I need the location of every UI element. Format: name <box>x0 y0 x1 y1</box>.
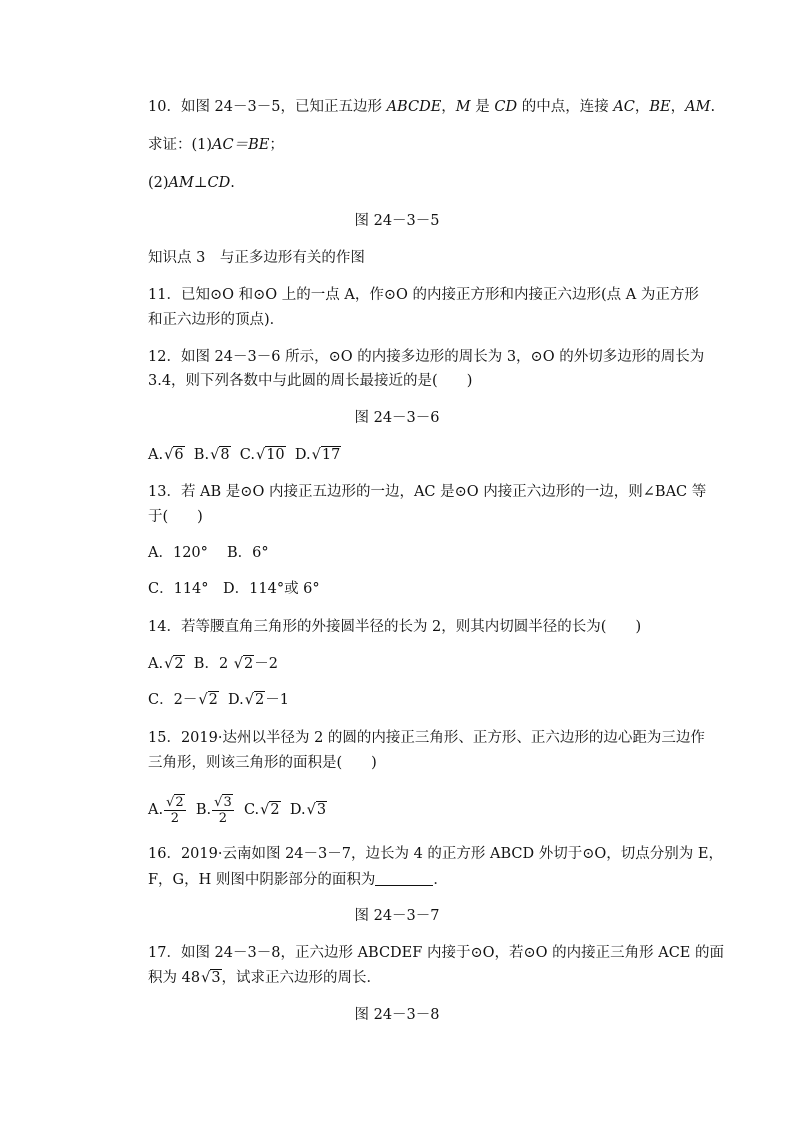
q14-line1: 14．若等腰直角三角形的外接圆半径的长为 2，则其内切圆半径的长为( ) <box>148 619 642 635</box>
q15-line2: 三角形，则该三角形的面积是( ) <box>148 755 377 771</box>
q10-segment: AC <box>613 99 635 115</box>
q17-line1: 17．如图 24－3－8，正六边形 ABCDEF 内接于⊙O，若⊙O 的内接正三角形 ACE 的面 <box>148 945 724 961</box>
sqrt-expr <box>198 691 218 709</box>
q10-text: 10．如图 24－3－5，已知正五边形 <box>148 99 387 115</box>
figure-caption: 图 24－3－5 <box>354 213 440 229</box>
fraction-denominator: 2 <box>170 810 180 826</box>
radicand: 8 <box>220 447 230 463</box>
q15-options <box>148 793 327 827</box>
radicand: 6 <box>174 447 184 463</box>
q10-line1 <box>148 98 715 116</box>
sqrt-expr <box>312 446 342 464</box>
radical-sign: √ <box>311 447 321 463</box>
radical-sign: √ <box>210 447 220 463</box>
q10-proof-label: 求证：(1) <box>148 137 213 153</box>
radicand: 3 <box>211 970 221 986</box>
radicand: 2 <box>244 656 254 672</box>
q10-text: 的中点，连接 <box>517 99 614 115</box>
fraction-numerator <box>212 795 234 811</box>
q10-text: ， <box>634 99 650 115</box>
sqrt-expr <box>166 795 185 810</box>
radicand: 3 <box>223 794 232 810</box>
option-label: B. <box>195 802 212 818</box>
section-heading: 知识点 3 与正多边形有关的作图 <box>148 250 365 266</box>
radical-sign: √ <box>260 802 270 818</box>
sqrt-expr <box>245 691 265 709</box>
q10-text: ， <box>441 99 456 115</box>
radical-sign: √ <box>306 802 316 818</box>
sqrt-expr <box>260 793 280 827</box>
q10-part2-line <box>148 174 235 192</box>
figure-caption: 图 24－3－7 <box>354 908 440 924</box>
q13-options-row2: C．114° D．114°或 6° <box>148 581 320 597</box>
radical-sign: √ <box>198 692 208 708</box>
q10-text: ； <box>269 137 284 153</box>
option-label: A. <box>148 447 164 463</box>
q10-text: . <box>710 99 716 115</box>
q17-line2 <box>148 969 381 987</box>
q10-part-label: (2) <box>148 175 169 191</box>
q12-line2: 3.4，则下列各数中与此圆的周长最接近的是( ) <box>148 373 473 389</box>
sqrt-expr <box>256 446 286 464</box>
q10-part2-statement: AM⊥CD <box>168 175 231 191</box>
q14-options-row2 <box>148 691 289 709</box>
sqrt-expr <box>164 655 184 673</box>
q16-line1: 16．2019·云南如图 24－3－7，边长为 4 的正方形 ABCD 外切于⊙O，切点分别为 E， <box>148 846 723 862</box>
sqrt-expr <box>234 655 254 673</box>
q10-text: ， <box>670 99 686 115</box>
q16-text: ． <box>433 872 448 888</box>
radical-sign: √ <box>233 656 244 672</box>
radical-sign: √ <box>255 447 266 463</box>
sqrt-expr <box>201 969 221 987</box>
answer-blank[interactable] <box>375 871 433 886</box>
option-label: A. <box>148 802 164 818</box>
radicand: 2 <box>174 656 184 672</box>
q17-text: ，试求正六边形的周长． <box>221 970 382 986</box>
q10-segment: AM <box>685 99 711 115</box>
radical-sign: √ <box>201 970 211 986</box>
radicand: 10 <box>266 447 285 463</box>
option-label: C．2－ <box>148 692 198 708</box>
q12-line1: 12．如图 24－3－6 所示，⊙O 的内接多边形的周长为 3，⊙O 的外切多边形的周长为 <box>148 349 705 365</box>
q15-line1: 15．2019·达州以半径为 2 的圆的内接正三角形、正方形、正六边形的边心距为三边作 <box>148 730 705 746</box>
q13-options-row1: A．120° B．6° <box>148 545 269 561</box>
option-label: B．2 <box>193 656 233 672</box>
q10-proof-statement: AC＝BE <box>212 137 270 153</box>
q10-polygon: ABCDE <box>386 99 442 115</box>
q10-segment: BE <box>649 99 671 115</box>
option-label: D. <box>228 692 244 708</box>
q11-line1: 11．已知⊙O 和⊙O 上的一点 A，作⊙O 的内接正方形和内接正六边形(点 A 为正方形 <box>148 287 699 303</box>
radical-sign: √ <box>244 692 254 708</box>
q11-line2: 和正六边形的顶点)． <box>148 312 285 328</box>
sqrt-expr <box>307 793 327 827</box>
q12-options <box>148 446 341 464</box>
fraction-denominator: 2 <box>218 810 228 826</box>
q17-text: 积为 48 <box>148 970 201 986</box>
radicand: 2 <box>270 802 280 818</box>
option-label: D. <box>289 802 306 818</box>
option-label: C. <box>243 802 260 818</box>
radical-sign: √ <box>166 794 175 810</box>
radicand: 2 <box>255 692 265 708</box>
radicand: 3 <box>316 802 327 818</box>
figure-caption: 图 24－3－6 <box>354 410 440 426</box>
q10-text: 是 <box>470 99 495 115</box>
fraction-numerator <box>164 795 186 811</box>
radicand: 17 <box>321 447 341 463</box>
q13-line1: 13．若 AB 是⊙O 内接正五边形的一边，AC 是⊙O 内接正六边形的一边，则∠BAC 等 <box>148 484 707 500</box>
figure-caption: 图 24－3－8 <box>354 1007 440 1023</box>
q13-line2: 于( ) <box>148 509 203 525</box>
radicand: 2 <box>175 794 184 810</box>
fraction <box>212 795 234 826</box>
radical-sign: √ <box>164 656 174 672</box>
option-text: －1 <box>265 692 289 708</box>
sqrt-expr <box>210 446 230 464</box>
radical-sign: √ <box>164 447 174 463</box>
fraction <box>164 795 186 826</box>
q10-proof-line <box>148 136 284 154</box>
q16-text: F，G，H 则图中阴影部分的面积为 <box>148 872 376 888</box>
q16-line2 <box>148 871 448 889</box>
option-label: A. <box>148 656 164 672</box>
q10-text: . <box>230 175 235 191</box>
q14-options-row1 <box>148 655 278 673</box>
radicand: 2 <box>208 692 218 708</box>
q10-point: M <box>455 99 471 115</box>
q10-segment: CD <box>494 99 518 115</box>
sqrt-expr <box>214 795 233 810</box>
option-label: B. <box>193 447 210 463</box>
radical-sign: √ <box>214 794 223 810</box>
option-text: －2 <box>254 656 279 672</box>
option-label: C. <box>239 447 255 463</box>
sqrt-expr <box>164 446 184 464</box>
option-label: D. <box>294 447 311 463</box>
